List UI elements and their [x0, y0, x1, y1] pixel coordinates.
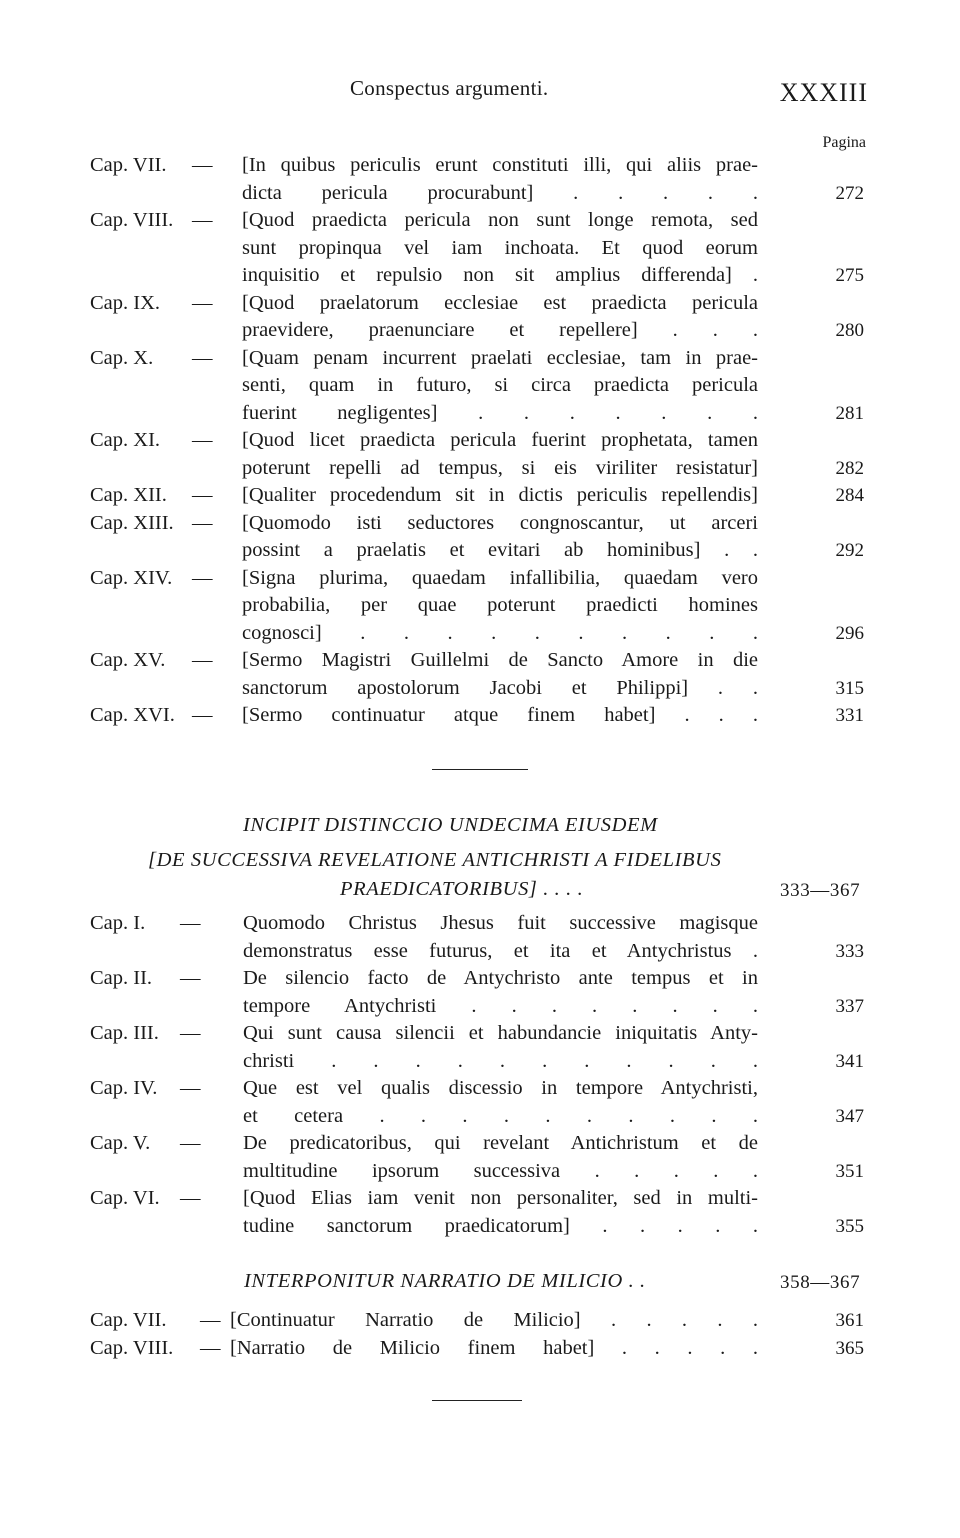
- page-number: 272: [835, 182, 864, 204]
- toc-part-1: [90, 152, 870, 730]
- em-dash-separator: —: [192, 429, 213, 451]
- page-number: 331: [835, 705, 864, 726]
- chapter-number: Cap. VIII.: [90, 209, 174, 231]
- chapter-title: [243, 910, 758, 965]
- section-heading-line-2: [DE SUCCESSIVA REVELATIONE ANTICHRISTI A FIDELIBUS: [148, 849, 722, 871]
- chapter-number: Cap. XV.: [90, 649, 166, 671]
- chapter-title: [243, 1075, 758, 1130]
- chapter-title-line: [Quomodo isti seductores congnoscantur, ut arceri: [242, 511, 758, 534]
- chapter-title: [242, 152, 758, 207]
- chapter-number: Cap. VI.: [90, 1187, 160, 1209]
- em-dash-separator: —: [180, 1077, 201, 1099]
- chapter-title-line: sanctorum apostolorum Jacobi et Philippi] . .: [242, 676, 758, 699]
- chapter-title: [243, 1185, 758, 1240]
- chapter-title-line: christi . . . . . . . . . . .: [243, 1049, 758, 1072]
- page-number: 282: [835, 457, 864, 479]
- chapter-title: [243, 1130, 758, 1185]
- page-number: 281: [835, 402, 864, 424]
- toc-entry: [90, 565, 870, 648]
- chapter-title-line: De silencio facto de Antychristo ante tempus et in: [243, 967, 758, 989]
- em-dash-separator: —: [192, 511, 213, 534]
- em-dash-separator: —: [200, 1336, 221, 1359]
- toc-entry: [90, 510, 870, 565]
- chapter-number: Cap. III.: [90, 1022, 159, 1044]
- chapter-title: [242, 290, 758, 345]
- em-dash-separator: —: [192, 704, 213, 726]
- em-dash-separator: —: [192, 291, 213, 314]
- chapter-number: Cap. II.: [90, 967, 153, 989]
- chapter-title: [242, 427, 758, 482]
- chapter-title: [242, 647, 758, 702]
- chapter-title-line: [Sermo continuatur atque finem habet] . . .: [242, 704, 758, 726]
- toc-entry: [90, 152, 870, 207]
- em-dash-separator: —: [192, 649, 213, 671]
- toc-entry: [90, 207, 870, 290]
- chapter-title: [242, 207, 758, 290]
- chapter-title-line: et cetera . . . . . . . . . .: [243, 1104, 758, 1127]
- chapter-title-line: fuerint negligentes] . . . . . . .: [242, 401, 758, 424]
- chapter-title-line: senti, quam in futuro, si circa praedicta pericula: [242, 374, 758, 396]
- chapter-title: [242, 510, 758, 565]
- em-dash-separator: —: [192, 154, 213, 176]
- chapter-title-line: [Sermo Magistri Guillelmi de Sancto Amore in die: [242, 649, 758, 671]
- chapter-title-line: [Signa plurima, quaedam infallibilia, quaedam vero: [242, 566, 758, 589]
- chapter-title-line: [Quod Elias iam venit non personaliter, sed in multi-: [243, 1187, 758, 1209]
- running-header-title: Conspectus argumenti.: [350, 76, 549, 100]
- page-number-roman: XXXIII: [779, 78, 868, 107]
- toc-entry: [90, 427, 870, 482]
- page-number: 275: [835, 265, 864, 286]
- chapter-title-line: tudine sanctorum praedicatorum] . . . . .: [243, 1214, 758, 1237]
- toc-entry: [90, 290, 870, 345]
- section-heading-line-3: PRAEDICATORIBUS] . . . .: [340, 878, 584, 900]
- chapter-number: Cap. IV.: [90, 1077, 158, 1099]
- page-number: 296: [835, 622, 864, 644]
- interponitur-page-range: 358—367: [780, 1272, 861, 1293]
- em-dash-separator: —: [192, 566, 213, 589]
- toc-entry: [90, 965, 870, 1020]
- em-dash-separator: —: [180, 967, 201, 989]
- chapter-title-line: possint a praelatis et evitari ab hominibus] . .: [242, 539, 758, 561]
- toc-part-3: [90, 1307, 870, 1362]
- page-number: 341: [835, 1050, 864, 1072]
- em-dash-separator: —: [192, 346, 213, 369]
- chapter-number: Cap. XI.: [90, 429, 161, 451]
- section-page-range: 333—367: [780, 880, 861, 901]
- chapter-title: [230, 1335, 758, 1363]
- chapter-title: [242, 565, 758, 648]
- toc-entry: [90, 1185, 870, 1240]
- chapter-title-line: Que est vel qualis discessio in tempore Antychristi,: [243, 1077, 758, 1099]
- em-dash-separator: —: [192, 484, 213, 506]
- chapter-title-line: dicta pericula procurabunt] . . . . .: [242, 181, 758, 204]
- end-divider-rule: [432, 1400, 522, 1401]
- toc-entry: [90, 482, 870, 510]
- toc-entry: [90, 1335, 870, 1363]
- chapter-number: Cap. XIII.: [90, 511, 174, 534]
- toc-entry: [90, 702, 870, 730]
- chapter-title: [242, 482, 758, 510]
- em-dash-separator: —: [180, 912, 201, 934]
- page-number: 337: [835, 995, 864, 1017]
- page-number: 333: [835, 940, 864, 962]
- chapter-title-line: poterunt repelli ad tempus, si eis viriliter resistatur]: [242, 456, 758, 479]
- chapter-title-line: inquisitio et repulsio non sit amplius differenda] .: [242, 264, 758, 286]
- page-number: 355: [835, 1215, 864, 1237]
- chapter-title-line: De predicatoribus, qui revelant Antichristum et de: [243, 1132, 758, 1154]
- chapter-title-line: Quomodo Christus Jhesus fuit successive magisque: [243, 912, 758, 934]
- chapter-number: Cap. VII.: [90, 1309, 167, 1331]
- em-dash-separator: —: [200, 1309, 221, 1331]
- toc-entry: [90, 1130, 870, 1185]
- chapter-number: Cap. XIV.: [90, 566, 173, 589]
- em-dash-separator: —: [180, 1022, 201, 1044]
- section-heading-line-1: INCIPIT DISTINCCIO UNDECIMA EIUSDEM: [243, 814, 658, 836]
- chapter-title: [243, 1020, 758, 1075]
- chapter-title: [230, 1307, 758, 1335]
- section-divider-rule: [432, 769, 528, 770]
- toc-part-2: [90, 910, 870, 1240]
- chapter-title-line: [Quod praelatorum ecclesiae est praedicta pericula: [242, 291, 758, 314]
- chapter-title-line: Qui sunt causa silencii et habundancie iniquitatis Anty-: [243, 1022, 758, 1044]
- chapter-title-line: sunt propinqua vel iam inchoata. Et quod eorum: [242, 236, 758, 259]
- chapter-title: [242, 345, 758, 428]
- em-dash-separator: —: [180, 1132, 201, 1154]
- page-number: 284: [835, 485, 864, 506]
- chapter-title: [243, 965, 758, 1020]
- interponitur-heading: INTERPONITUR NARRATIO DE MILICIO . .: [244, 1270, 646, 1292]
- page-number: 351: [835, 1160, 864, 1182]
- chapter-title-line: [Quam penam incurrent praelati ecclesiae, tam in prae-: [242, 346, 758, 369]
- page-number: 365: [835, 1337, 864, 1359]
- toc-entry: [90, 1020, 870, 1075]
- page-number: 292: [835, 540, 864, 561]
- page-number: 347: [835, 1105, 864, 1127]
- em-dash-separator: —: [180, 1187, 201, 1209]
- chapter-title-line: [Quod licet praedicta pericula fuerint prophetata, tamen: [242, 429, 758, 451]
- chapter-title-line: [Quod praedicta pericula non sunt longe remota, sed: [242, 209, 758, 231]
- page-number: 361: [835, 1310, 864, 1331]
- chapter-title-line: multitudine ipsorum successiva . . . . .: [243, 1159, 758, 1182]
- chapter-title-line: [In quibus periculis erunt constituti illi, qui aliis prae-: [242, 154, 758, 176]
- chapter-title-line: tempore Antychristi . . . . . . . .: [243, 994, 758, 1017]
- chapter-number: Cap. V.: [90, 1132, 151, 1154]
- toc-entry: [90, 910, 870, 965]
- chapter-number: Cap. XII.: [90, 484, 167, 506]
- chapter-number: Cap. I.: [90, 912, 146, 934]
- toc-entry: [90, 647, 870, 702]
- chapter-title-line: probabilia, per quae poterunt praedicti homines: [242, 594, 758, 616]
- chapter-number: Cap. VII.: [90, 154, 167, 176]
- chapter-number: Cap. IX.: [90, 291, 161, 314]
- pagina-column-label: Pagina: [822, 134, 866, 151]
- chapter-number: Cap. VIII.: [90, 1336, 174, 1359]
- chapter-number: Cap. XVI.: [90, 704, 175, 726]
- chapter-title-line: [Continuatur Narratio de Milicio] . . . . .: [230, 1309, 758, 1331]
- chapter-number: Cap. X.: [90, 346, 154, 369]
- chapter-title-line: [Qualiter procedendum sit in dictis periculis repellendis]: [242, 484, 758, 506]
- chapter-title-line: cognosci] . . . . . . . . . .: [242, 621, 758, 644]
- chapter-title-line: demonstratus esse futurus, et ita et Antychristus .: [243, 939, 758, 962]
- toc-entry: [90, 1075, 870, 1130]
- chapter-title-line: [Narratio de Milicio finem habet] . . . . .: [230, 1336, 758, 1359]
- chapter-title: [242, 702, 758, 730]
- em-dash-separator: —: [192, 209, 213, 231]
- page-number: 315: [835, 677, 864, 699]
- toc-entry: [90, 1307, 870, 1335]
- page-number: 280: [835, 320, 864, 341]
- chapter-title-line: praevidere, praenunciare et repellere] . . .: [242, 319, 758, 341]
- toc-entry: [90, 345, 870, 428]
